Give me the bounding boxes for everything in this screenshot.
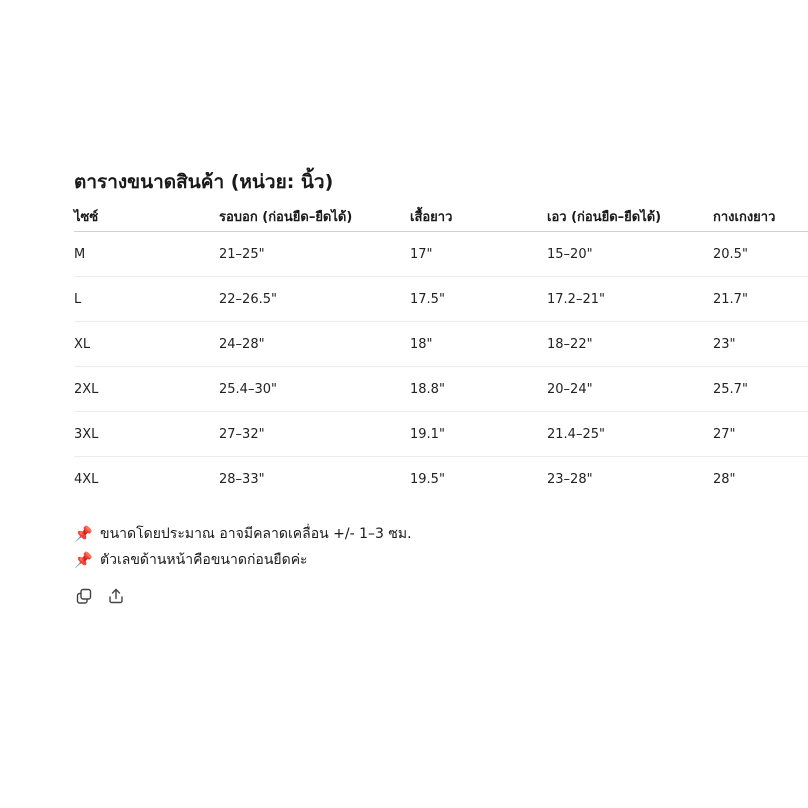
- note-text: ตัวเลขด้านหน้าคือขนาดก่อนยืดค่ะ: [100, 552, 308, 568]
- table-cell: 21–25": [219, 232, 410, 277]
- column-header-size: ไซซ์: [74, 201, 219, 232]
- message-content: [74, 168, 808, 605]
- table-cell: 21.7": [713, 277, 808, 322]
- table-cell: 22–26.5": [219, 277, 410, 322]
- notes-list: [74, 521, 808, 573]
- table-cell: 17.2–21": [547, 277, 713, 322]
- page-title: ตารางขนาดสินค้า (หน่วย: นิ้ว): [74, 171, 334, 193]
- column-header-waist: เอว (ก่อนยืด–ยืดได้): [547, 201, 713, 232]
- copy-button[interactable]: [75, 587, 93, 605]
- table-cell: 25.7": [713, 367, 808, 412]
- table-cell: 27–32": [219, 412, 410, 457]
- table-cell: 28–33": [219, 471, 265, 487]
- table-row: [74, 322, 808, 367]
- table-cell: 20.5": [713, 232, 808, 277]
- column-header-shirt-length: เสื้อยาว: [410, 201, 547, 232]
- table-cell: 28": [713, 471, 736, 487]
- copy-icon: [75, 587, 93, 605]
- table-row: [74, 367, 808, 412]
- table-row: [74, 277, 808, 322]
- message-actions: [75, 587, 808, 605]
- pushpin-icon: 📌: [74, 551, 93, 569]
- table-cell: 21.4–25": [547, 412, 713, 457]
- table-cell: 23–28": [547, 471, 593, 487]
- table-cell: 2XL: [74, 367, 219, 412]
- table-cell: 24–28": [219, 322, 410, 367]
- note-text: ขนาดโดยประมาณ อาจมีคลาดเคลื่อน +/- 1–3 ซม.: [100, 526, 412, 542]
- table-row: [74, 412, 808, 457]
- table-cell: M: [74, 232, 219, 277]
- note-item: [74, 547, 808, 573]
- table-cell: 20–24": [547, 367, 713, 412]
- pushpin-icon: 📌: [74, 525, 93, 543]
- column-header-chest: รอบอก (ก่อนยืด–ยืดได้): [219, 201, 410, 232]
- column-header-pants-length: กางเกงยาว: [713, 201, 808, 232]
- table-cell: 3XL: [74, 412, 219, 457]
- table-cell: 25.4–30": [219, 367, 410, 412]
- table-cell: XL: [74, 322, 219, 367]
- table-cell: 23": [713, 322, 808, 367]
- note-item: [74, 521, 808, 547]
- table-cell: 27": [713, 412, 808, 457]
- table-cell: 19.1": [410, 412, 547, 457]
- table-cell: 18": [410, 322, 547, 367]
- table-cell: 18–22": [547, 322, 713, 367]
- table-cell: L: [74, 277, 219, 322]
- share-icon: [107, 587, 125, 605]
- table-cell: 4XL: [74, 471, 99, 487]
- table-cell: 18.8": [410, 367, 547, 412]
- table-cell: 17.5": [410, 277, 547, 322]
- size-table: [74, 201, 808, 501]
- table-row: [74, 232, 808, 277]
- table-header-row: [74, 201, 808, 232]
- table-cell: 15–20": [547, 232, 713, 277]
- share-button[interactable]: [107, 587, 125, 605]
- table-row: [74, 457, 808, 502]
- table-cell: 17": [410, 232, 547, 277]
- table-cell: 19.5": [410, 471, 445, 487]
